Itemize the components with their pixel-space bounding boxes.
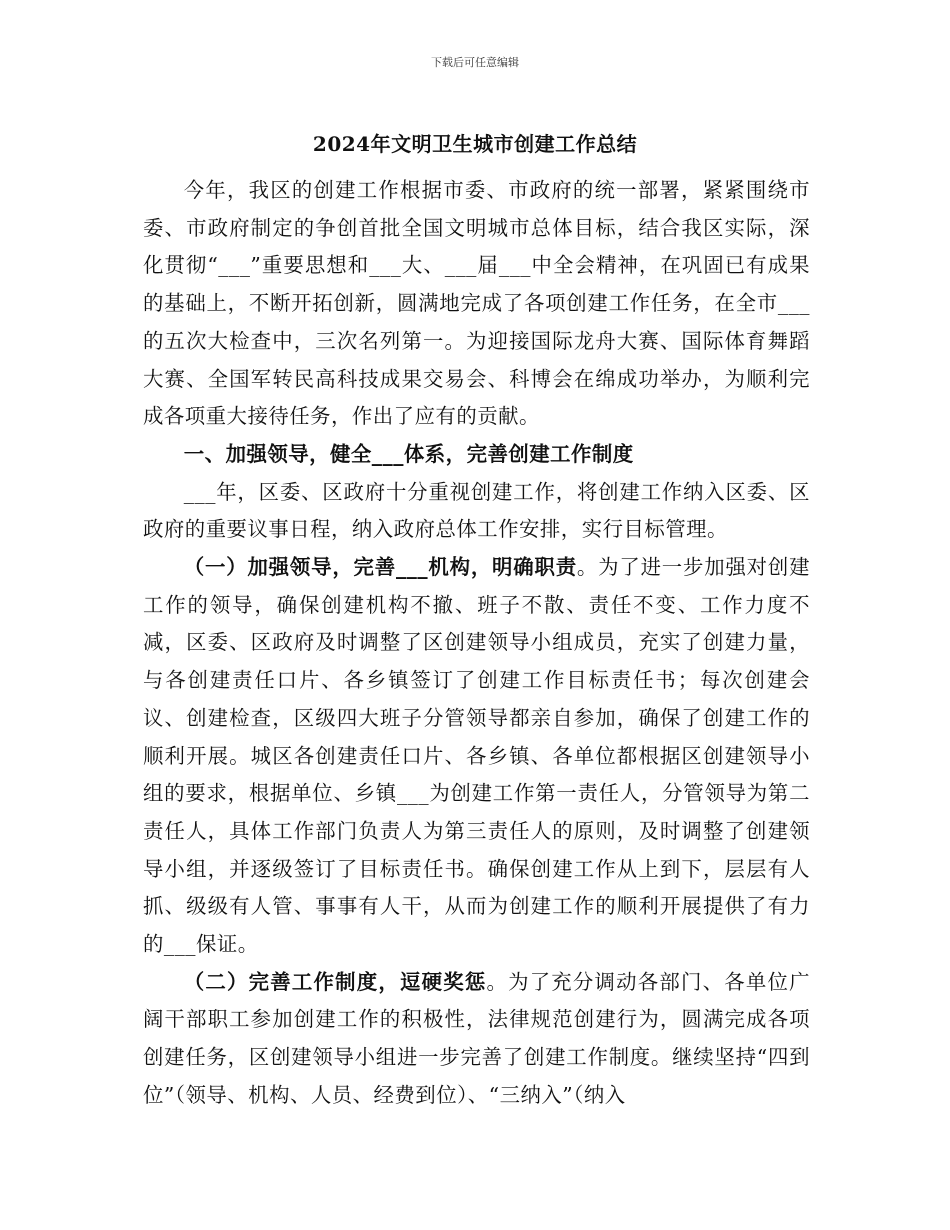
document-body: [143, 172, 810, 1115]
paragraph-subsection-2: [143, 964, 810, 1115]
paragraph-intro: 今年，我区的创建工作根据市委、市政府的统一部署，紧紧围绕市委、市政府制定的争创首批全国文明城市总体目标，结合我区实际，深化贯彻“___”重要思想和___大、___届___中全会精神，在巩固已有成果的基础上，不断开拓创新，圆满地完成了各项创建工作任务，在全市___的五次大检查中，三次名列第一。为迎接国际龙舟大赛、国际体育舞蹈大赛、全国军转民高科技成果交易会、科博会在绵成功举办，为顺利完成各项重大接待任务，作出了应有的贡献。: [143, 178, 810, 429]
subsection-heading-1: （一）加强领导，完善___机构，明确职责: [183, 555, 577, 580]
paragraph-section-1: ___年，区委、区政府十分重视创建工作，将创建工作纳入区委、区政府的重要议事日程，纳入政府总体工作安排，实行目标管理。: [143, 479, 810, 542]
subsection-text-2: 。为了充分调动各部门、各单位广阔干部职工参加创建工作的积极性，法律规范创建行为，圆满完成各项创建任务，区创建领导小组进一步完善了创建工作制度。继续坚持“四到位”（领导、机构、人员、经费到位）、“三纳入”（纳入: [143, 969, 810, 1107]
section-heading-1: 一、加强领导，健全___体系，完善创建工作制度: [183, 441, 634, 466]
page-title: 2024年文明卫生城市创建工作总结: [312, 132, 638, 156]
subsection-text-1: 。为了进一步加强对创建工作的领导，确保创建机构不撤、班子不散、责任不变、工作力度不减，区委、区政府及时调整了区创建领导小组成员，充实了创建力量，与各创建责任口片、各乡镇签订了创建工作目标责任书；每次创建会议、创建检查，区级四大班子分管领导都亲自参加，确保了创建工作的顺利开展。城区各创建责任口片、各乡镇、各单位都根据区创建领导小组的要求，根据单位、乡镇___为创建工作第一责任人，分管领导为第二责任人，具体工作部门负责人为第三责任人的原则，及时调整了创建领导小组，并逐级签订了目标责任书。确保创建工作从上到下，层层有人抓、级级有人管、事事有人干，从而为创建工作的顺利开展提供了有力的___保证。: [143, 555, 810, 957]
subsection-heading-2: （二）完善工作制度，逗硬奖惩: [183, 969, 487, 994]
header-note: 下载后可任意编辑: [431, 56, 519, 69]
paragraph-subsection-1: [143, 549, 810, 964]
